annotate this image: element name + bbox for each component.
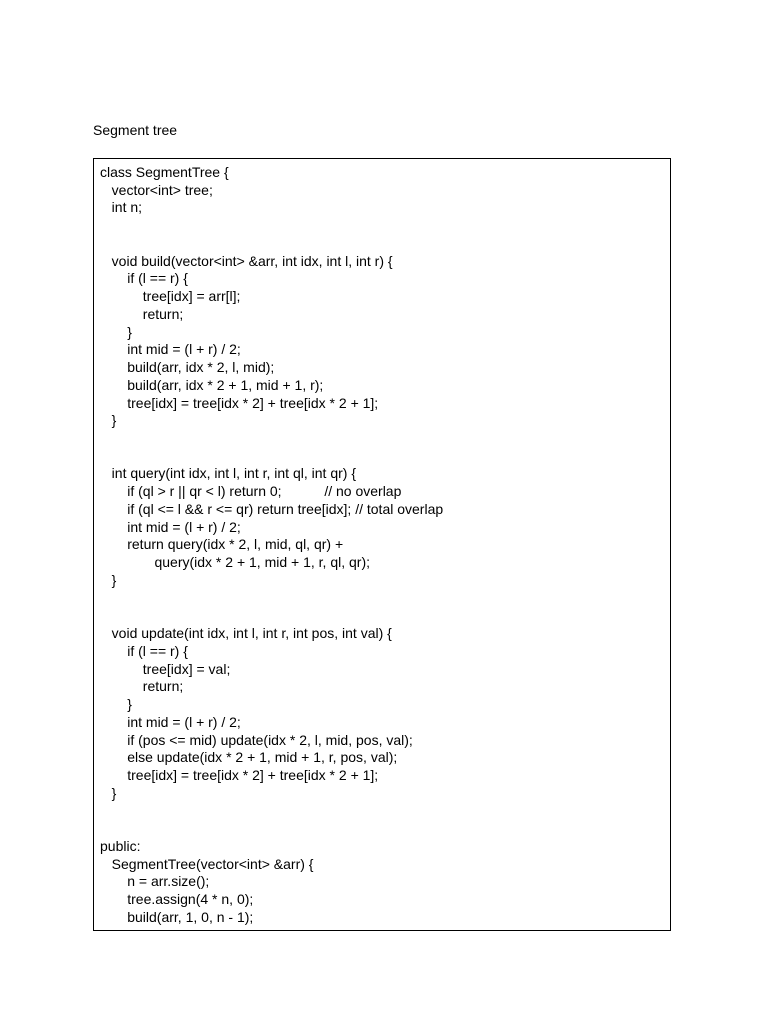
code-line: } — [100, 323, 132, 340]
code-line: int mid = (l + r) / 2; — [100, 341, 241, 358]
code-line — [100, 448, 443, 466]
code-line — [100, 820, 443, 838]
document-heading: Segment tree — [93, 122, 178, 138]
code-line — [100, 235, 443, 253]
code-line: if (l == r) { — [100, 270, 188, 287]
code-line: return; — [100, 678, 184, 695]
code-line: tree.assign(4 * n, 0); — [100, 891, 254, 908]
code-line: vector<int> tree; — [100, 181, 213, 198]
code-line: return query(idx * 2, l, mid, ql, qr) + — [100, 536, 344, 553]
code-line: public: — [100, 837, 141, 854]
code-line: if (ql > r || qr < l) return 0; // no overlap — [100, 483, 402, 500]
code-block — [93, 158, 671, 931]
code-line: int mid = (l + r) / 2; — [100, 713, 241, 730]
code-line — [100, 802, 443, 820]
code-line — [100, 217, 443, 235]
code-line — [100, 607, 443, 625]
code-line: n = arr.size(); — [100, 873, 210, 890]
code-line: class SegmentTree { — [100, 164, 229, 180]
code-line: void build(vector<int> &arr, int idx, int l, int r) { — [100, 252, 393, 269]
code-line: } — [100, 571, 117, 588]
code-lines — [100, 164, 443, 927]
code-line: tree[idx] = arr[l]; — [100, 288, 241, 305]
code-line: tree[idx] = val; — [100, 660, 231, 677]
code-line: build(arr, idx * 2, l, mid); — [100, 359, 275, 376]
code-line: if (ql <= l && r <= qr) return tree[idx]; // total overlap — [100, 500, 444, 517]
code-line: } — [100, 696, 132, 713]
code-line: tree[idx] = tree[idx * 2] + tree[idx * 2 + 1]; — [100, 394, 379, 411]
code-line — [100, 430, 443, 448]
code-line: SegmentTree(vector<int> &arr) { — [100, 855, 314, 872]
code-line: tree[idx] = tree[idx * 2] + tree[idx * 2 + 1]; — [100, 766, 379, 783]
code-line: if (l == r) { — [100, 642, 188, 659]
code-line: void update(int idx, int l, int r, int pos, int val) { — [100, 625, 392, 642]
code-line: query(idx * 2 + 1, mid + 1, r, ql, qr); — [100, 554, 370, 571]
code-line: int mid = (l + r) / 2; — [100, 518, 241, 535]
code-line: int n; — [100, 199, 143, 216]
code-line: int query(int idx, int l, int r, int ql, int qr) { — [100, 465, 356, 482]
code-line — [100, 590, 443, 608]
code-line: else update(idx * 2 + 1, mid + 1, r, pos, val); — [100, 749, 398, 766]
code-line: build(arr, idx * 2 + 1, mid + 1, r); — [100, 376, 324, 393]
code-line: } — [100, 784, 117, 801]
code-line: if (pos <= mid) update(idx * 2, l, mid, pos, val); — [100, 731, 413, 748]
code-line: return; — [100, 305, 184, 322]
code-line: } — [100, 412, 117, 429]
code-line: build(arr, 1, 0, n - 1); — [100, 908, 254, 925]
